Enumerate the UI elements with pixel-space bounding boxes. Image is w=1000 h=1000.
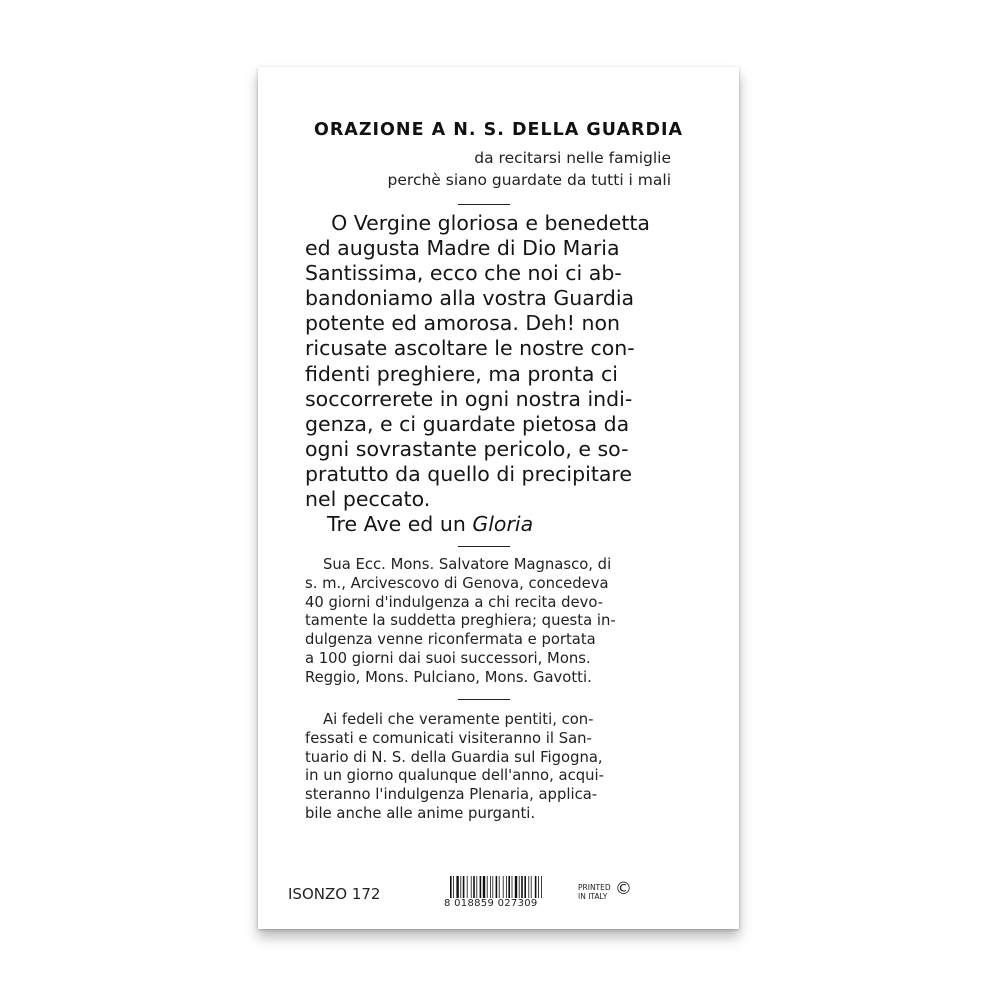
- prayer-line: Santissima, ecco che noi ci ab-: [305, 261, 622, 286]
- printed-line-1: PRINTED: [578, 883, 611, 892]
- prayer-closing: [305, 512, 650, 537]
- plenary-line: fessati e comunicati visiteranno il San-: [305, 729, 592, 747]
- barcode-number: 8 018859 027309: [444, 898, 538, 909]
- prayer-line: ed augusta Madre di Dio Maria: [305, 236, 620, 261]
- closing-italic: Gloria: [472, 512, 534, 537]
- divider-rule-1: [458, 204, 510, 205]
- barcode-icon: [450, 876, 550, 898]
- indulgence-text: [305, 556, 616, 688]
- prayer-line: genza, e ci guardate pietosa da: [305, 411, 630, 436]
- closing-prefix: Tre Ave ed un: [327, 512, 473, 537]
- prayer-line: ogni sovrastante pericolo, e so-: [305, 436, 629, 461]
- subtitle-line-2: perchè siano guardate da tutti i mali: [387, 171, 671, 189]
- prayer-line: pratutto da quello di precipitare: [305, 461, 633, 486]
- indulgence-line: 40 giorni d'indulgenza a chi recita devo-: [305, 593, 604, 611]
- prayer-text: [305, 211, 650, 537]
- prayer-line: potente ed amorosa. Deh! non: [305, 311, 621, 336]
- indulgence-line: Reggio, Mons. Pulciano, Mons. Gavotti.: [305, 668, 592, 686]
- subtitle-line-1: da recitarsi nelle famiglie: [474, 149, 671, 167]
- product-code: ISONZO 172: [288, 885, 381, 903]
- divider-rule-2: [458, 546, 510, 547]
- prayer-line: bandoniamo alla vostra Guardia: [305, 286, 635, 311]
- plenary-line: tuario di N. S. della Guardia sul Figogna,: [305, 748, 603, 766]
- prayer-line: fidenti preghiere, ma pronta ci: [305, 361, 618, 386]
- indulgence-line: tamente la suddetta preghiera; questa in-: [305, 612, 616, 630]
- prayer-line: nel peccato.: [305, 487, 431, 512]
- plenary-line: bile anche alle anime purganti.: [305, 804, 536, 822]
- plenary-line: in un giorno qualunque dell'anno, acqui-: [305, 767, 604, 785]
- prayer-line: ricusate ascoltare le nostre con-: [305, 336, 635, 361]
- plenary-line: Ai fedeli che veramente pentiti, con-: [323, 711, 594, 728]
- prayer-title: ORAZIONE A N. S. DELLA GUARDIA: [313, 120, 684, 140]
- copyright-icon: ©: [615, 879, 632, 899]
- printed-in-italy: [578, 883, 611, 901]
- indulgence-line: a 100 giorni dai suoi successori, Mons.: [305, 649, 591, 667]
- prayer-line: soccorrerete in ogni nostra indi-: [305, 386, 633, 411]
- divider-rule-3: [458, 699, 510, 700]
- plenary-text: [305, 711, 604, 824]
- indulgence-line: dulgenza venne riconfermata e portata: [305, 631, 596, 649]
- prayer-card: [258, 67, 739, 929]
- prayer-line: O Vergine gloriosa e benedetta: [305, 211, 650, 235]
- indulgence-line: s. m., Arcivescovo di Genova, concedeva: [305, 574, 609, 592]
- indulgence-line: Sua Ecc. Mons. Salvatore Magnasco, di: [323, 556, 612, 573]
- printed-line-2: IN ITALY: [578, 892, 608, 901]
- plenary-line: steranno l'indulgenza Plenaria, applica-: [305, 786, 598, 804]
